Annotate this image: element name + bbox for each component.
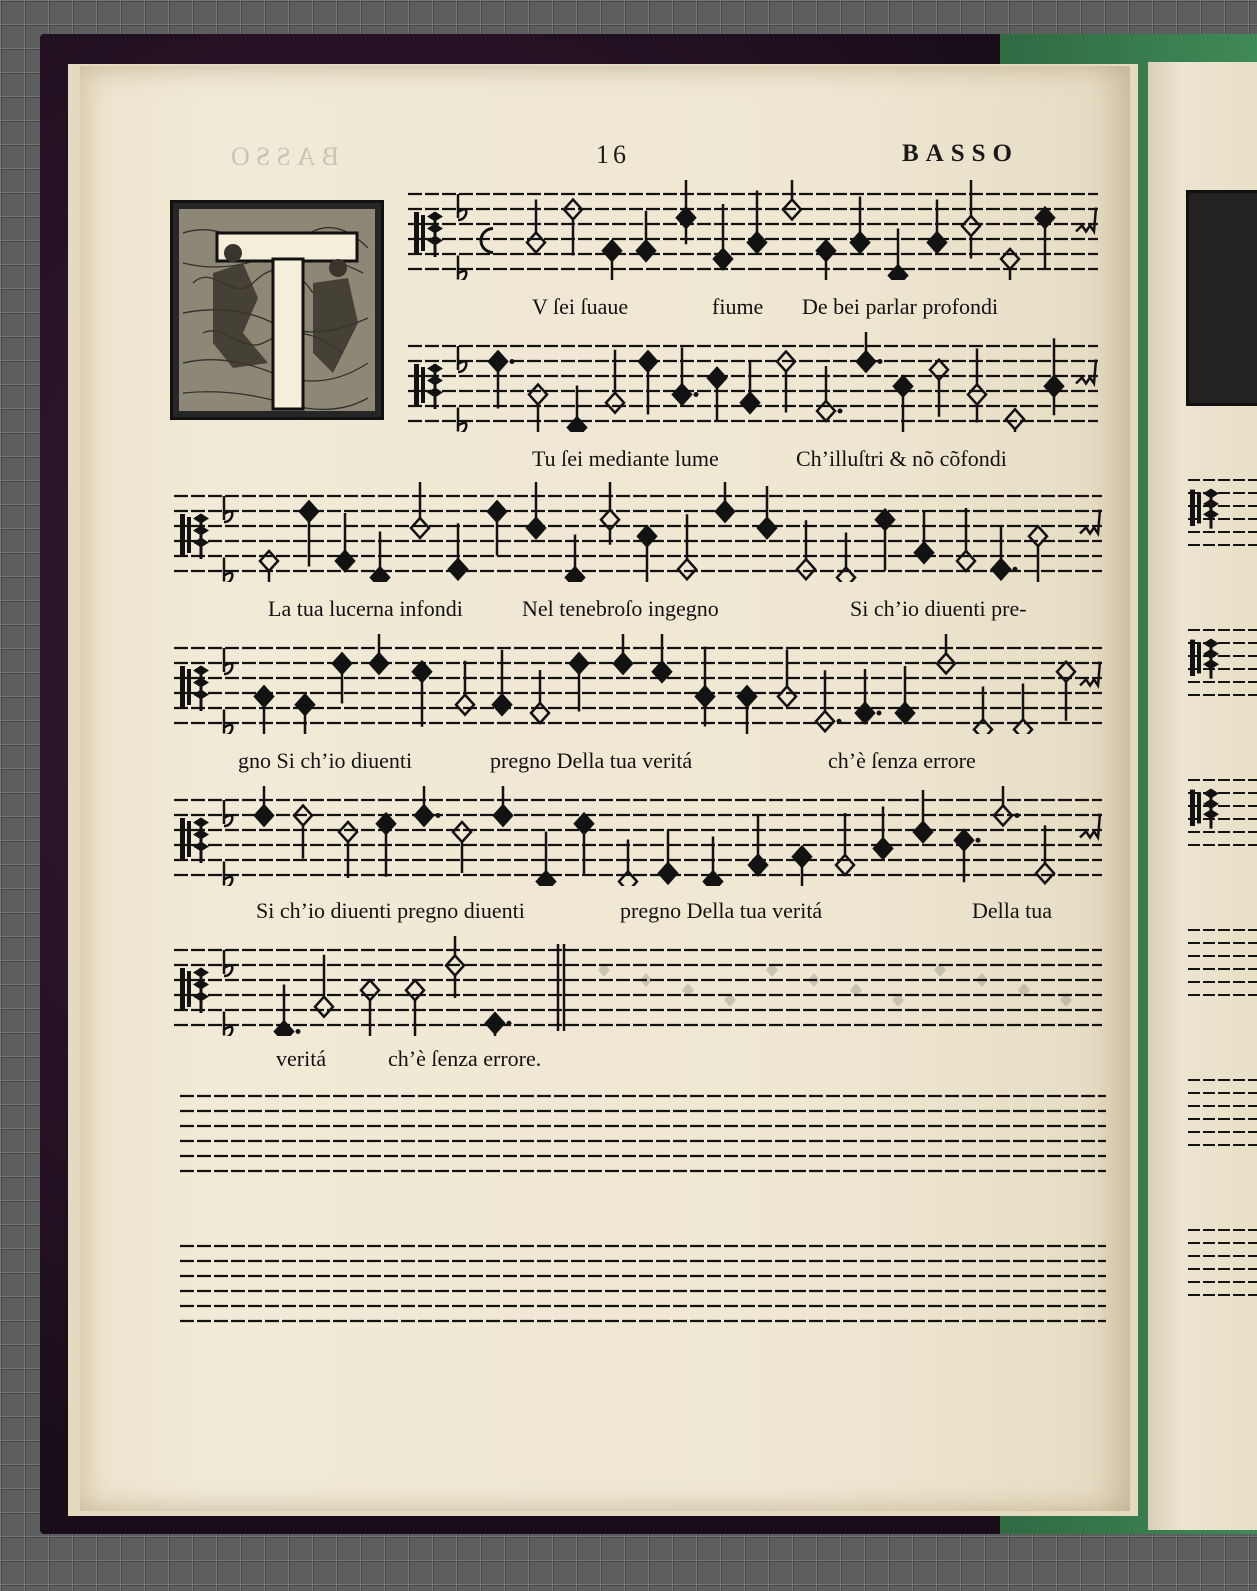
note-icon (653, 634, 671, 682)
flat-sign-icon (224, 558, 232, 583)
page-number: 16 (596, 140, 630, 169)
note-icon (446, 936, 464, 998)
note-icon (294, 806, 312, 859)
note-icon (568, 386, 586, 433)
note-icon (748, 191, 766, 253)
f-clef-icon (1190, 489, 1219, 529)
lyric-line-3a: La tua lucerna infondi (268, 596, 463, 621)
f-clef-icon (1190, 639, 1219, 679)
note-icon (361, 980, 379, 1036)
note-icon (488, 502, 506, 556)
note-icon (415, 786, 433, 826)
note-icon (783, 180, 801, 220)
note-icon (937, 634, 955, 674)
note-icon (296, 695, 314, 734)
note-icon (968, 349, 986, 423)
note-icon (1057, 662, 1075, 721)
lyric-line-1b: fiume (712, 294, 764, 319)
flat-sign-icon (458, 194, 466, 220)
empty-staff-1 (180, 1088, 1106, 1183)
f-clef-icon (180, 968, 209, 1014)
lyric-line-2a: Tu ſei mediante lume (532, 446, 719, 471)
note-icon (817, 366, 835, 421)
note-icon (1029, 526, 1047, 582)
note-icon (619, 840, 637, 887)
note-icon (603, 241, 621, 280)
note-icon (638, 526, 656, 582)
lyric-line-4b: pregno Della tua veritá (490, 748, 693, 773)
note-icon (494, 786, 512, 826)
mensuration-c-icon (481, 229, 493, 253)
flat-sign-icon (458, 408, 466, 433)
note-icon (527, 200, 545, 253)
note-icon (714, 204, 732, 269)
custos-icon (1080, 510, 1100, 534)
lyric-line-5a: Si ch’io diuenti pregno diuenti (256, 898, 525, 923)
music-staff-1 (408, 180, 1098, 280)
note-icon (696, 647, 714, 727)
custos-icon (1076, 360, 1096, 384)
f-clef-icon (414, 212, 443, 258)
flat-sign-icon (224, 950, 232, 976)
flat-sign-icon (458, 256, 466, 281)
flat-sign-icon (458, 346, 466, 372)
note-icon (915, 511, 933, 563)
facing-page-woodcut-icon (1186, 190, 1257, 406)
note-icon (456, 661, 474, 715)
note-icon (453, 822, 471, 873)
f-clef-icon (180, 818, 209, 864)
note-icon (659, 830, 677, 883)
flat-sign-icon (224, 496, 232, 522)
note-icon (930, 360, 948, 417)
note-icon (537, 832, 555, 887)
lyric-line-6a: veritá (276, 1046, 327, 1071)
note-icon (894, 376, 912, 432)
woodcut-initial-T-icon (170, 200, 384, 420)
f-clef-icon (1190, 789, 1219, 829)
note-icon (817, 241, 835, 280)
empty-staff-2 (180, 1238, 1106, 1333)
f-clef-icon (414, 364, 443, 410)
note-icon (406, 980, 424, 1036)
note-icon (564, 200, 582, 256)
music-staff-5 (174, 786, 1102, 886)
flat-sign-icon (224, 648, 232, 674)
f-clef-icon (180, 514, 209, 560)
note-icon (992, 526, 1010, 579)
flat-sign-icon (224, 862, 232, 887)
note-icon (994, 786, 1012, 826)
note-icon (741, 362, 759, 413)
note-icon (413, 662, 431, 727)
note-icon (637, 211, 655, 261)
custos-icon (1080, 662, 1100, 686)
note-icon (677, 180, 695, 244)
lyric-line-4c: ch’è ſenza errore (828, 748, 976, 773)
note-icon (255, 786, 273, 826)
lyric-line-3b: Nel tenebroſo ingegno (522, 596, 719, 621)
note-icon (489, 352, 507, 409)
custos-icon (1080, 814, 1100, 838)
f-clef-icon (180, 666, 209, 712)
note-icon (606, 350, 624, 413)
show-through-text: BASSO (225, 142, 339, 171)
lyric-line-1c: De bei parlar profondi (802, 294, 999, 319)
lyric-line-5b: pregno Della tua veritá (620, 898, 823, 923)
note-icon (570, 654, 588, 712)
music-staff-3 (174, 482, 1102, 582)
lyric-line-5c: Della tua (972, 898, 1053, 923)
note-icon (928, 200, 946, 253)
voice-part-title: BASSO (902, 140, 1019, 167)
note-icon (493, 650, 511, 715)
lyric-line-4a: gno Si ch’io diuenti (238, 748, 413, 773)
note-icon (601, 482, 619, 545)
note-icon (370, 634, 388, 674)
lyric-line-2b: Ch’illuſtri & nõ cõfondi (796, 446, 1007, 471)
flat-sign-icon (224, 1012, 232, 1037)
lyric-line-3c: Si ch’io diuenti pre- (850, 596, 1027, 621)
note-icon (793, 847, 811, 886)
note-icon (678, 514, 696, 579)
custos-icon (1076, 208, 1096, 232)
lyric-line-6b: ch’è ſenza errore. (388, 1046, 542, 1071)
facing-page-staff-fragments (1188, 470, 1257, 1375)
note-icon (708, 368, 726, 420)
music-staff-6 (174, 936, 1102, 1036)
note-icon (255, 687, 273, 735)
note-icon (716, 482, 734, 522)
flat-sign-icon (224, 710, 232, 735)
note-icon (857, 332, 875, 372)
lyric-line-1a: V ſei ſuaue (532, 294, 629, 319)
music-staff-4 (174, 634, 1102, 734)
note-icon (738, 687, 756, 735)
music-staff-2 (408, 332, 1098, 432)
note-icon (614, 634, 632, 674)
note-icon (449, 523, 467, 579)
note-icon (957, 508, 975, 571)
note-icon (962, 180, 980, 259)
flat-sign-icon (224, 800, 232, 826)
note-icon (486, 1013, 504, 1036)
note-icon (896, 666, 914, 723)
